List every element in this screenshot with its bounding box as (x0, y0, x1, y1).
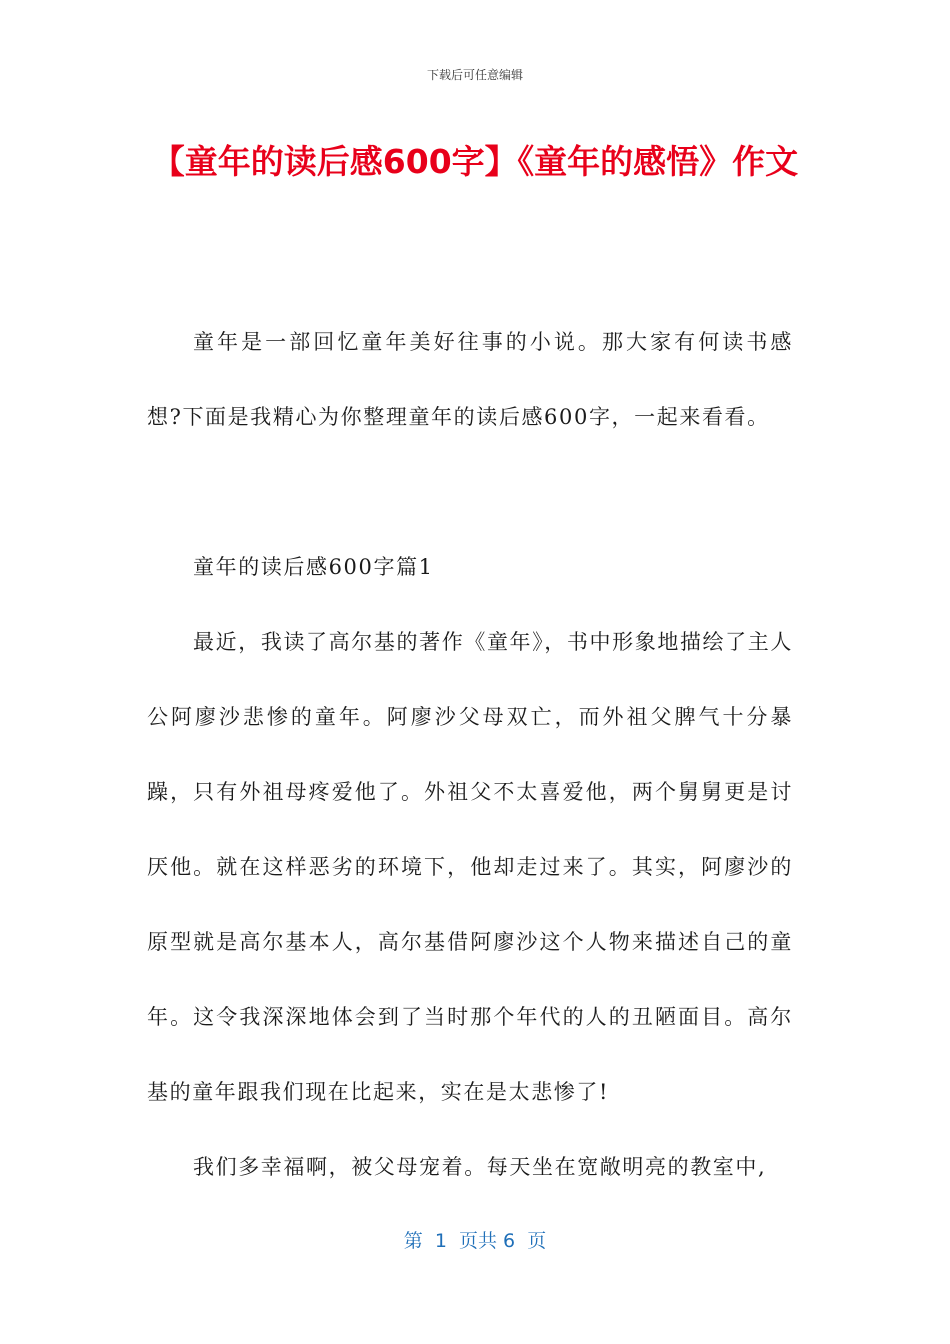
paragraph-main: 最近，我读了高尔基的著作《童年》，书中形象地描绘了主人公阿廖沙悲惨的童年。阿廖沙父母双亡，而外祖父脾气十分暴躁，只有外祖母疼爱他了。外祖父不太喜爱他，两个舅舅更是讨厌他。就在这样恶劣的环境下，他却走过来了。其实，阿廖沙的原型就是高尔基本人，高尔基借阿廖沙这个人物来描述自己的童年。这令我深深地体会到了当时那个年代的人的丑陋面目。高尔基的童年跟我们现在比起来，实在是太悲惨了! (147, 630, 793, 1104)
paragraph-intro: 童年是一部回忆童年美好往事的小说。那大家有何读书感想?下面是我精心为你整理童年的读后感600字，一起来看看。 (147, 330, 793, 429)
header-note: 下载后可任意编辑 (426, 68, 523, 82)
paragraph-continued: 我们多幸福啊，被父母宠着。每天坐在宽敞明亮的教室中, (193, 1155, 767, 1179)
document-title: 【童年的读后感600字】《童年的感悟》作文 (151, 142, 799, 181)
document-body (147, 305, 793, 1205)
page-number: 第 1 页共 6 页 (403, 1230, 547, 1252)
section-heading: 童年的读后感600字篇1 (193, 555, 434, 579)
